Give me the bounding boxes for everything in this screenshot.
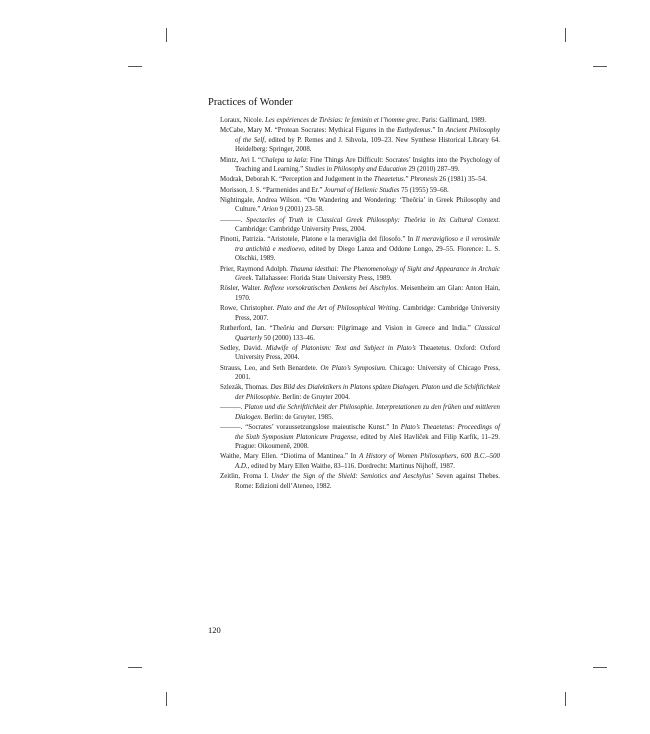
bibliography-entry [220, 156, 500, 175]
entry-text: Nightingale, Andrea Wilson. “On Wandering and Wondering: ‘Theôria’ in Greek Philosophy and Culture.” [220, 196, 500, 214]
entry-text: 50 (2000) 133–46. [262, 334, 316, 342]
entry-text: . Cambridge: Cambridge University Press, 2007. [235, 305, 501, 322]
entry-text: and [294, 325, 312, 332]
entry-italic-text: Studies in Philosophy and Education [304, 166, 407, 174]
bibliography-entry [220, 383, 500, 402]
entry-italic-text: Thauma idesthai: The Phenomenology of Sight and Appearance in Archaic Greek [235, 265, 500, 283]
entry-text: . Tallahassee: Florida State University Press, 1989. [251, 275, 392, 283]
entry-text: Modrak, Deborah K. “Perception and Judgement in the [220, 176, 374, 184]
entry-italic-text: A History of Women Philosophers, 600 B.C.–500 A.D. [235, 453, 500, 470]
bibliography-list [220, 116, 500, 492]
entry-text: .” In [430, 127, 446, 135]
entry-italic-text: Ancient Philosophy of the Self [235, 127, 501, 144]
entry-italic-text: Platon und die Schriftlichkeit der Philosophie. Interpretationen zu den frühen und mittleren Dialogen [235, 404, 500, 421]
entry-text: Seven against Thebes. Rome: Edizioni dell’Ateneo, 1982. [235, 473, 500, 490]
entry-text: ———. “Socrates’ voraussetzungslose maieutische Kunst.” In [220, 423, 401, 431]
entry-italic-text: Theaetetus [373, 176, 404, 184]
bibliography-entry [220, 235, 500, 264]
bibliography-entry [220, 196, 500, 215]
entry-text: Sedley, David. [220, 344, 266, 352]
crop-mark [128, 66, 142, 67]
entry-text: Strauss, Leo, and Seth Benardete. [220, 364, 321, 372]
entry-text: . Cambridge: Cambridge University Press, 2004. [235, 216, 500, 234]
entry-text: 9 (2001) 23–58. [277, 206, 324, 214]
bibliography-entry [220, 452, 500, 471]
bibliography-entry [220, 126, 500, 155]
bibliography-entry [220, 324, 500, 343]
crop-mark [593, 667, 607, 668]
entry-text: 29 (2010) 287–99. [406, 166, 460, 174]
entry-text: Zeitlin, Froma I. [220, 473, 272, 481]
entry-text: : Pilgrimage and Vision in Greece and India.” [332, 325, 475, 332]
entry-text: Morisson, J. S. “Parmenides and Er.” [220, 186, 325, 194]
bibliography-entry [220, 175, 500, 185]
entry-text: 75 (1955) 59–68. [399, 186, 449, 194]
entry-italic-text: Plato and the Art of Philosophical Writing [276, 305, 399, 313]
entry-text: .” [403, 176, 411, 184]
entry-italic-text: Theôria [272, 325, 295, 332]
entry-text: , edited by Diego Lanza and Oddone Longo, 29–55. Florence: L. S. Olschki, 1989. [235, 245, 500, 263]
entry-italic-text: Euthydemus [396, 127, 431, 135]
entry-italic-text: Phronesis [410, 176, 438, 184]
crop-mark [166, 28, 167, 42]
entry-text: Loraux, Nicole. [220, 117, 266, 124]
bibliography-entry [220, 364, 500, 383]
bibliography-entry [220, 423, 500, 452]
bibliography-entry [220, 304, 500, 323]
entry-italic-text: Plato’s Theaetetus: Proceedings of the Sixth Symposium Platonicum Pragense [235, 423, 500, 441]
entry-italic-text: Les expériences de Tirésias: le feminin et l’homme grec [265, 117, 419, 124]
entry-text: Theaetetus [419, 344, 450, 352]
entry-text: Rutherford, Ian. “ [220, 325, 273, 332]
crop-mark [565, 692, 566, 706]
entry-text: ———. [220, 404, 245, 412]
bibliography-entry [220, 284, 500, 303]
entry-text: Prier, Raymond Adolph. [220, 265, 290, 273]
entry-text: , edited by Aleš Havlíček and Filip Karfík, 11–29. Prague: Oikoumenē, 2008. [235, 433, 500, 451]
entry-italic-text: Midwife of Platonism: Text and Subject in Plato’s [265, 344, 420, 352]
entry-italic-text: Under the Sign of the Shield: Semiotics and Aeschylus’ [271, 473, 434, 481]
entry-italic-text: Il meraviglioso e il verosimile tra antichità e medioevo [235, 236, 500, 253]
entry-italic-text: Journal of Hellenic Studies [324, 186, 400, 194]
entry-text: Mintz, Avi I. “ [220, 156, 262, 164]
entry-italic-text: Darsan [311, 325, 333, 332]
entry-text: . Meisenheim am Glan: Anton Hain, 1970. [235, 285, 500, 303]
crop-mark [593, 66, 607, 67]
entry-text: . Paris: Gallimard, 1989. [418, 117, 487, 124]
entry-text: . Berlin: de Gruyter, 1985. [260, 413, 334, 421]
entry-text: Waithe, Mary Ellen. “Diotima of Mantinea.” In [220, 453, 360, 461]
entry-italic-text: Das Bild des Dialektikers in Platons späten Dialogen. Platon und die Schiftlichkeit der Philosophie [235, 384, 500, 401]
page-number: 120 [208, 625, 221, 635]
entry-text: , edited by Mary Ellen Waithe, 83–116. Dordrecht: Martinus Nijhoff, 1987. [247, 462, 455, 470]
bibliography-entry [220, 216, 500, 235]
entry-text: . Oxford: Oxford University Press, 2004. [235, 344, 500, 362]
entry-text: Pinotti, Patrizia. “Aristotele, Platone e la meraviglia del filosofo.” In [220, 236, 416, 244]
entry-text: ———. [220, 216, 247, 224]
entry-text: . Berlin: de Gruyter 2004. [278, 393, 351, 401]
bibliography-entry [220, 344, 500, 363]
entry-text: 26 (1981) 35–54. [437, 176, 487, 184]
running-head: Practices of Wonder [208, 97, 293, 108]
entry-italic-text: Arion [262, 206, 278, 214]
crop-mark [166, 692, 167, 706]
bibliography-entry [220, 265, 500, 284]
crop-mark [128, 667, 142, 668]
entry-text: : Fine Things Are Difficult: Socrates’ Insights into the Psychology of Teaching and Learning.” [235, 156, 500, 174]
entry-text: , edited by P. Remes and J. Sihvola, 109–23. New Synthese Historical Library 64. Heidelberg: Springer, 2008. [235, 136, 500, 154]
entry-text: Rösler, Walter. [220, 285, 264, 293]
entry-italic-text: On Plato’s Symposium [320, 364, 385, 372]
bibliography-entry [220, 472, 500, 491]
entry-italic-text: Spectacles of Truth in Classical Greek Philosophy: Theôria in Its Cultural Context [246, 216, 499, 224]
bibliography-entry [220, 116, 500, 126]
bibliography-entry [220, 403, 500, 422]
entry-italic-text: Classical Quarterly [235, 325, 500, 342]
entry-text: McCabe, Mary M. “Protean Socrates: Mythical Figures in the [220, 127, 397, 135]
entry-text: Szlezák, Thomas. [220, 384, 271, 392]
entry-italic-text: Chalepa ta kala [261, 156, 306, 164]
crop-mark [565, 28, 566, 42]
entry-text: Rowe, Christopher. [220, 305, 277, 313]
entry-italic-text: Reflexe vorsokratischen Denkens bei Aischylos [263, 285, 397, 293]
bibliography-entry [220, 186, 500, 196]
entry-text: . Chicago: University of Chicago Press, 2001. [235, 364, 500, 382]
